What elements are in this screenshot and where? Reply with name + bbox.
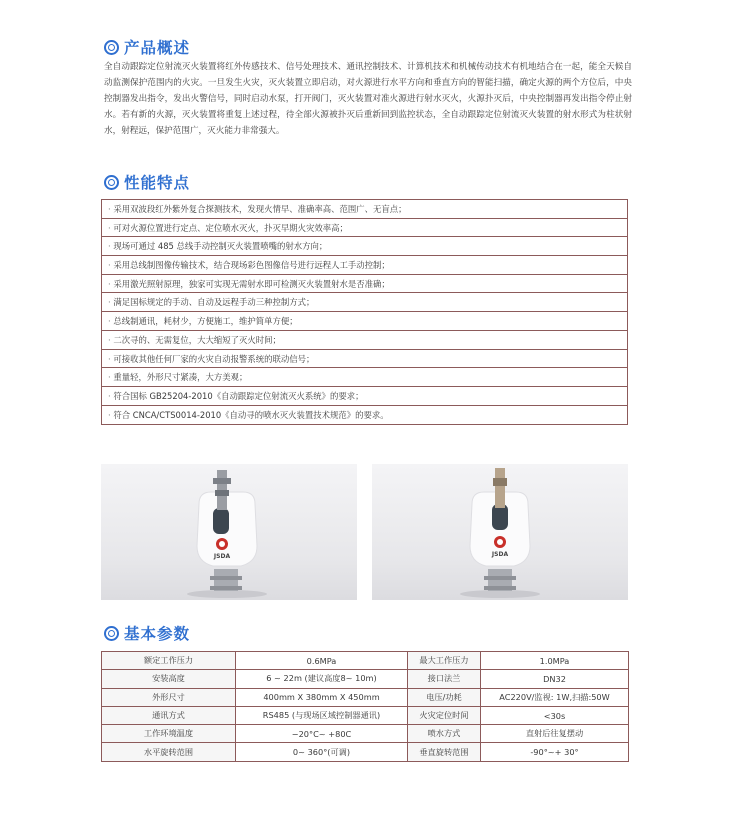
features-list [101, 199, 628, 425]
device-logo-text: JSDA [491, 551, 509, 558]
feature-item: · 符合 CNCA/CTS0014-2010《自动寻的喷水灭火装置技术规范》的要求。 [102, 406, 627, 425]
overview-title: 产品概述 [124, 39, 191, 57]
feature-item: · 符合国标 GB25204-2010《自动跟踪定位射流灭火系统》的要求； [102, 387, 627, 406]
fire-monitor-device-image [372, 464, 628, 600]
param-label: 工作环境温度 [102, 725, 236, 743]
feature-item: · 总线制通讯，耗材少，方便施工，维护简单方便； [102, 312, 627, 331]
param-value: 0~ 360°(可调) [236, 743, 408, 761]
feature-item: · 重量轻，外形尺寸紧凑，大方美观； [102, 368, 627, 387]
table-row [102, 706, 629, 724]
params-table [101, 651, 629, 762]
table-row [102, 688, 629, 706]
param-label: 接口法兰 [408, 670, 481, 688]
feature-item: · 可对火源位置进行定点、定位喷水灭火，扑灭早期火灾效率高； [102, 219, 627, 238]
param-label: 电压/功耗 [408, 688, 481, 706]
feature-item: · 采用总线制图像传输技术，结合现场彩色图像信号进行远程人工手动控制； [102, 256, 627, 275]
overview-heading [104, 36, 190, 58]
param-value: −20°C~ +80C [236, 725, 408, 743]
param-value: -90°~+ 30° [481, 743, 629, 761]
param-value: 6 ~ 22m (建议高度8~ 10m) [236, 670, 408, 688]
feature-item: · 二次寻的、无需复位，大大缩短了灭火时间； [102, 331, 627, 350]
param-label: 外形尺寸 [102, 688, 236, 706]
param-label: 安装高度 [102, 670, 236, 688]
device-logo-text: JSDA [213, 553, 231, 560]
params-title: 基本参数 [124, 625, 191, 643]
product-photo-left [101, 464, 357, 600]
param-label: 火灾定位时间 [408, 706, 481, 724]
param-label: 最大工作压力 [408, 652, 481, 670]
param-value: RS485 (与现场区域控制器通讯) [236, 706, 408, 724]
target-circle-icon [104, 175, 119, 190]
feature-item: · 采用激光照射原理，独家可实现无需射水即可检测灭火装置射水是否准确； [102, 275, 627, 294]
overview-paragraph: 全自动跟踪定位射流灭火装置将红外传感技术、信号处理技术、通讯控制技术、计算机技术和机械传动技术有机地结合在一起，能全天候自动监测保护范围内的火灾。一旦发生火灾，灭火装置立即启动，对火源进行水平方向和垂直方向的智能扫描，确定火源的两个方位后，中央控制器发出指令，发出火警信号，同时启动水泵，打开阀门，灭火装置对准火源进行射水灭火，火源扑灭后，中央控制器再发出指令停止射水。若有新的火源，灭火装置将重复上述过程，待全部火源被扑灭后重新回到监控状态，全自动跟踪定位射流灭火装置的射水形式为柱状射水，射程远，保护范围广，灭火能力非常强大。 [104, 62, 632, 136]
feature-item: · 满足国标规定的手动、自动及远程手动三种控制方式； [102, 293, 627, 312]
param-value: DN32 [481, 670, 629, 688]
param-label: 水平旋转范围 [102, 743, 236, 761]
features-title: 性能特点 [124, 174, 191, 192]
param-value: 400mm X 380mm X 450mm [236, 688, 408, 706]
table-row [102, 670, 629, 688]
feature-item: · 现场可通过 485 总线手动控制灭火装置喷嘴的射水方向； [102, 237, 627, 256]
table-row [102, 725, 629, 743]
table-row [102, 652, 629, 670]
param-value: 1.0MPa [481, 652, 629, 670]
target-circle-icon [104, 40, 119, 55]
param-value: AC220V/监视: 1W,扫描:50W [481, 688, 629, 706]
feature-item: · 可接收其他任何厂家的火灾自动报警系统的联动信号； [102, 350, 627, 369]
param-label: 通讯方式 [102, 706, 236, 724]
features-heading [104, 171, 190, 193]
params-heading [104, 622, 190, 644]
param-label: 喷水方式 [408, 725, 481, 743]
param-value: <30s [481, 706, 629, 724]
param-value: 直射后往复摆动 [481, 725, 629, 743]
table-row [102, 743, 629, 761]
param-label: 额定工作压力 [102, 652, 236, 670]
param-label: 垂直旋转范围 [408, 743, 481, 761]
product-photo-right [372, 464, 628, 600]
target-circle-icon [104, 626, 119, 641]
fire-monitor-device-image [101, 464, 357, 600]
param-value: 0.6MPa [236, 652, 408, 670]
feature-item: · 采用双波段红外紫外复合探测技术，发现火情早、准确率高、范围广、无盲点； [102, 200, 627, 219]
